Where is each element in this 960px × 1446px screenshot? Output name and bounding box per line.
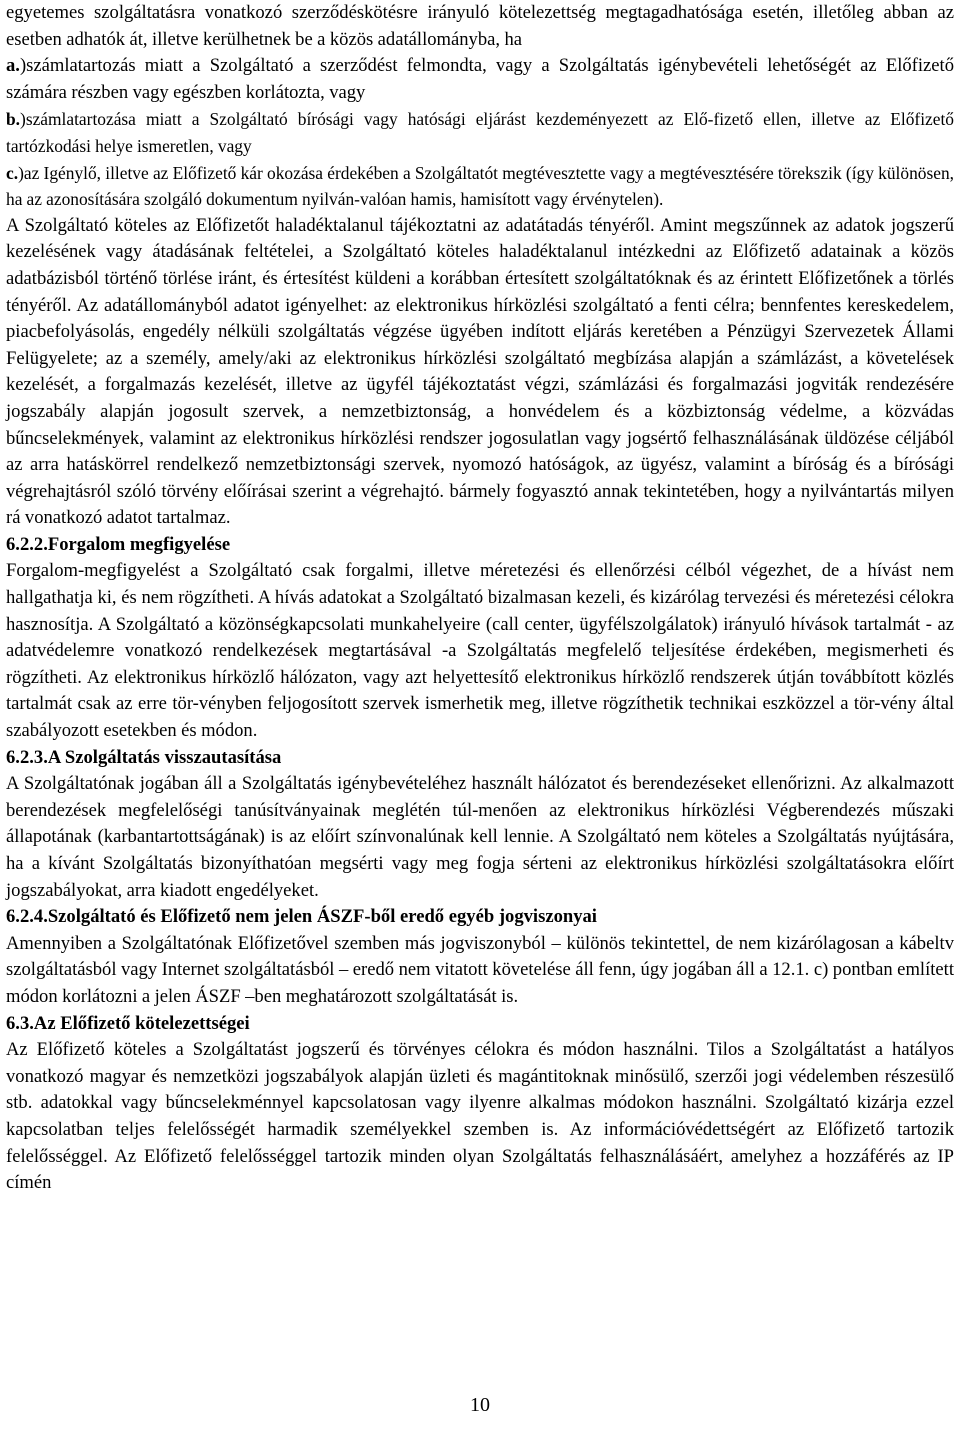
paragraph-subscriber-obligations: Az Előfizető köteles a Szolgáltatást jogszerű és törvényes célokra és módon használni. Tilos a Szolgáltatást a hatályos vonatkozó magyar és nemzetközi jogszabályok alapján üzleti és magántitoknak minősülő, szerzői jogi védelemben részesülő stb. adatokkal vagy bűncselekménnyel kapcsolatosan vagy ilyenre alkalmas módokon használni. Szolgáltató kizárja ezzel kapcsolatban teljes felelősségét harmadik személyekkel szemben is. Az információvédettségért az Előfizető tartozik felelősséggel. Az Előfizető felelősséggel tartozik minden olyan Szolgáltatás felhasználásáért, amelyhez a hozzáférés az IP címén: [6, 1039, 954, 1194]
list-marker-c: c.: [6, 162, 19, 183]
list-item-c: [6, 160, 954, 213]
section-heading-6-2-4: 6.2.4.Szolgáltató és Előfizető nem jelen ÁSZF-ből eredő egyéb jogviszonyai: [6, 906, 597, 928]
list-item-b-text: )számlatartozása miatt a Szolgáltató bírósági vagy hatósági eljárást kezdeményezett az Elő-fizető ellen, illetve az Előfizető tartózkodási helye ismeretlen, vagy: [6, 109, 954, 156]
section-heading-6-2-2: 6.2.2.Forgalom megfigyelése: [6, 533, 231, 555]
list-item-c-text: )az Igénylő, illetve az Előfizető kár okozása érdekében a Szolgáltatót megtévesztette vagy a megtévesztésére törekszik (így különösen, ha az azonosítására szolgáló dokumentum nyilván-valóan hamis, hamisított vagy érvénytelen).: [6, 162, 954, 210]
page-number: 10: [470, 1394, 490, 1416]
paragraph-other-relations: Amennyiben a Szolgáltatónak Előfizetővel szemben más jogviszonyból – különös tekintettel, de nem kizárólagosan a kábeltv szolgáltatásból vagy Internet szolgáltatásból – eredő nem vitatott követelése áll fenn, úgy jogában áll a 12.1. c) pontban említett módon korlátozni a jelen ÁSZF –ben meghatározott szolgáltatását is.: [6, 932, 954, 1007]
list-marker-b: b.: [6, 109, 21, 130]
section-heading-6-2-3: 6.2.3.A Szolgáltatás visszautasítása: [6, 746, 282, 768]
paragraph-data-transfer: A Szolgáltató köteles az Előfizetőt haladéktalanul tájékoztatni az adatátadás tényéről. Amint megszűnnek az adatok jogszerű kezelésének vagy átadásának feltételei, a Szolgáltató köteles haladéktalanul intézkedni az Előfizető adatainak a közös adatbázisból történő törlése iránt, és értesítést küldeni a korábban értesített szolgáltatóknak és az érintett Előfizetőnek a törlés tényéről. Az adatállományból adatot igényelhet: az elektronikus hírközlési szolgáltató a fenti célra; bennfentes kereskedelem, piacbefolyásolás, engedély nélküli szolgáltatás végzése ügyében indított eljárás keretében a Pénzügyi Szervezetek Állami Felügyelete; az a személy, amely/aki az elektronikus hírközlési szolgáltató megbízása alapján a számlázást, a követelések kezelését, a forgalmazás kezelését, illetve az ügyfél tájékoztatást végzi, számlázási és forgalmazási jogviták rendezésére jogszabály alapján jogosult szervek, a nemzetbiztonság, a honvédelem és a közbiztonság védelme, a közvádas bűncselekmények, valamint az elektronikus hírközlési rendszer jogosulatlan vagy jogsértő felhasználásának üldözése céljából az arra hatáskörrel rendelkező nemzetbiztonsági szervek, nyomozó hatóságok, az ügyész, valamint a bíróság és a bírósági végrehajtásról szóló törvény előírásai szerint a végrehajtó. bármely fogyasztó annak tekintetében, hogy a nyilvántartás milyen rá vonatkozó adatot tartalmaz.: [6, 214, 954, 529]
section-heading-6-3: 6.3.Az Előfizető kötelezettségei: [6, 1012, 250, 1034]
document-page: [6, 0, 954, 1197]
list-item-a: [6, 53, 954, 106]
paragraph-intro: egyetemes szolgáltatásra vonatkozó szerződéskötésre irányuló kötelezettség megtagadhatósága esetén, illetőleg abban az esetben adhatók át, illetve kerülhetnek be a közös adatállományba, ha: [6, 2, 954, 50]
paragraph-service-refusal: A Szolgáltatónak jogában áll a Szolgáltatás igénybevételéhez használt hálózatot és berendezéseket ellenőrizni. Az alkalmazott berendezések megfelelőségi tanúsítványainak meglétén túl-menően az elektronikus hírközlési Végberendezés műszaki állapotának (karbantartottságának) is az előírt színvonalúnak kell lennie. A Szolgáltató nem köteles a Szolgáltatás nyújtására, ha a kívánt Szolgáltatás bizonyíthatóan megsérti vagy meg fogja sérteni az elektronikus hírközlési szolgáltatásokra előírt jogszabályokat, arra kiadott engedélyeket.: [6, 773, 954, 901]
list-marker-a: a.: [6, 55, 20, 77]
paragraph-traffic-monitoring: Forgalom-megfigyelést a Szolgáltató csak forgalmi, illetve méretezési és ellenőrzési célból végezhet, de a hívást nem hallgathatja ki, és nem rögzítheti. A hívás adatokat a Szolgáltató bizalmasan kezeli, és kizárólag tervezési és méretezési célokra hasznosítja. A Szolgáltató a közönségkapcsolati munkahelyeire (call center, ügyfélszolgálatok) irányuló hívások tartalmát - az adatvédelemre vonatkozó rendelkezések megtartásával -a Szolgáltatás megfelelő teljesítése érdekében, megismerheti és rögzítheti. Az elektronikus hírközlő hálózaton, vagy azt helyettesítő elektronikus hírközlő rendszerek útján továbbított közlés tartalmát csak az erre tör-vényben feljogosított szervek ismerhetik meg, illetve rögzíthetik technikai eszközzel a tör-vény által szabályozott esetekben és módon.: [6, 560, 954, 742]
list-item-a-text: )számlatartozás miatt a Szolgáltató a szerződést felmondta, vagy a Szolgáltatás igénybevételi lehetőségét az Előfizető számára részben vagy egészben korlátozta, vagy: [6, 55, 954, 103]
list-item-b: [6, 106, 954, 159]
